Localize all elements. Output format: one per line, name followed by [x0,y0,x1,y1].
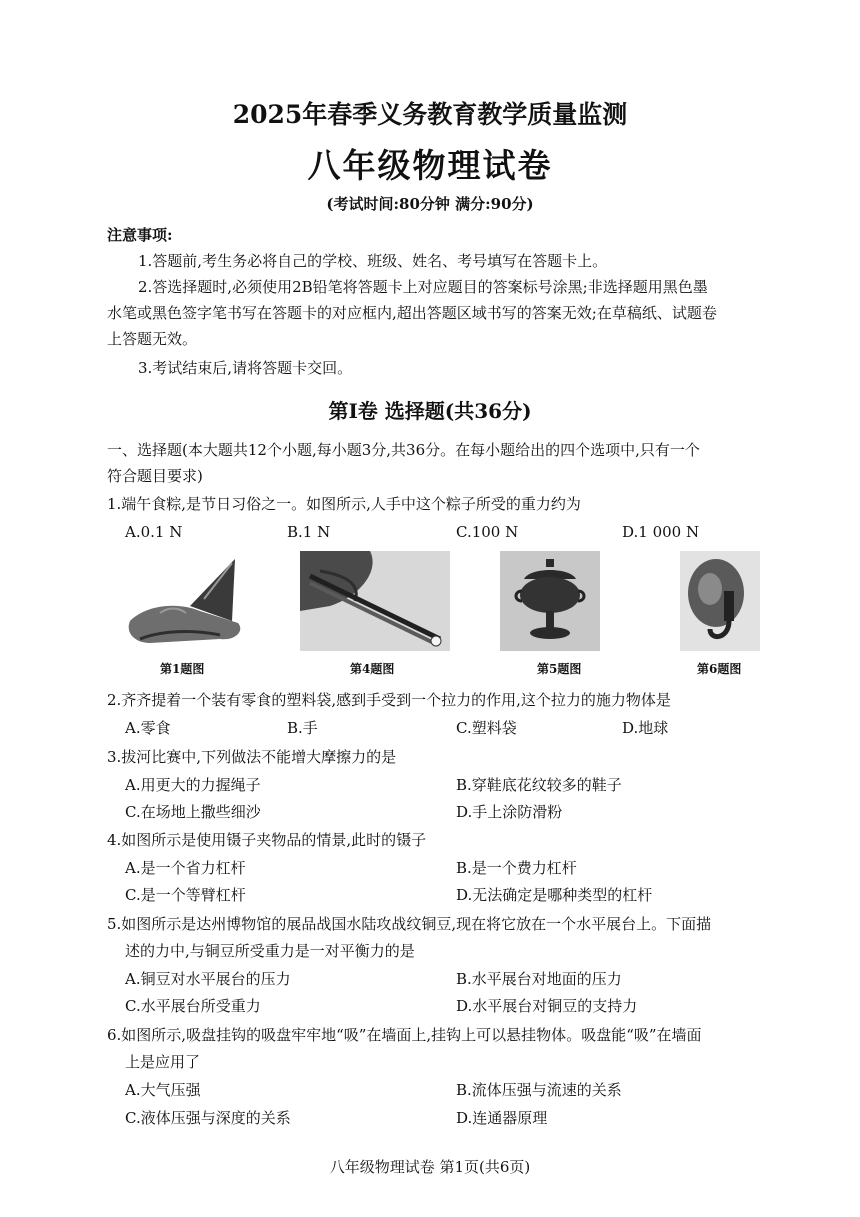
question-3-option-d: D.手上涂防滑粉 [456,803,563,821]
notice-item-2-line3: 上答题无效。 [107,330,198,348]
question-1-option-a: A.0.1 N [125,523,183,541]
question-1-option-d: D.1 000 N [622,523,700,541]
question-5-option-a: A.铜豆对水平展台的压力 [125,970,291,988]
question-2-option-b: B.手 [287,719,318,737]
question-6-option-a: A.大气压强 [125,1081,201,1099]
exam-subject-title: 八年级物理试卷 [307,146,553,185]
figure-1-caption: 第1题图 [160,662,205,676]
page-footer: 八年级物理试卷 第1页(共6页) [329,1158,531,1176]
figure-5-caption: 第5题图 [537,662,582,676]
question-6-option-d: D.连通器原理 [456,1109,548,1127]
figure-5-bronze-vessel [500,551,600,651]
question-3-option-b: B.穿鞋底花纹较多的鞋子 [456,776,622,794]
suction-hook-illustration [680,551,760,651]
question-3-option-a: A.用更大的力握绳子 [125,776,261,794]
figure-1-zongzi-in-hand [120,551,252,651]
question-5-option-c: C.水平展台所受重力 [125,997,261,1015]
figure-6-suction-hook [680,551,760,651]
question-2-option-c: C.塑料袋 [456,719,517,737]
question-1-stem: 1.端午食粽,是节日习俗之一。如图所示,人手中这个粽子所受的重力约为 [107,495,581,513]
question-1-option-c: C.100 N [456,523,519,541]
question-5-stem-line1: 5.如图所示是达州博物馆的展品战国水陆攻战纹铜豆,现在将它放在一个水平展台上。下面描 [107,915,712,933]
question-4-option-b: B.是一个费力杠杆 [456,859,577,877]
tweezers-illustration [300,551,450,651]
notice-item-2-line2: 水笔或黑色签字笔书写在答题卡的对应框内,超出答题区域书写的答案无效;在草稿纸、试题卷 [107,304,717,322]
question-1-option-b: B.1 N [287,523,331,541]
notice-item-3: 3.考试结束后,请将答题卡交回。 [138,359,353,377]
question-4-option-c: C.是一个等臂杠杆 [125,886,246,904]
question-6-stem-line1: 6.如图所示,吸盘挂钩的吸盘牢牢地“吸”在墙面上,挂钩上可以悬挂物体。吸盘能“吸”在墙面 [107,1026,702,1044]
question-6-option-b: B.流体压强与流速的关系 [456,1081,622,1099]
figure-6-caption: 第6题图 [697,662,742,676]
question-5-option-b: B.水平展台对地面的压力 [456,970,622,988]
figure-4-caption: 第4题图 [350,662,395,676]
question-5-stem-line2: 述的力中,与铜豆所受重力是一对平衡力的是 [125,942,415,960]
notice-item-2-line1: 2.答选择题时,必须使用2B铅笔将答题卡上对应题目的答案标号涂黑;非选择题用黑色墨 [138,278,708,296]
exam-header-title: 2025年春季义务教育教学质量监测 [232,100,628,129]
question-6-option-c: C.液体压强与深度的关系 [125,1109,291,1127]
figure-4-tweezers [300,551,450,651]
question-4-stem: 4.如图所示是使用镊子夹物品的情景,此时的镊子 [107,831,427,849]
exam-time-info: (考试时间:80分钟 满分:90分) [326,195,534,213]
notice-title: 注意事项: [107,226,173,244]
question-3-option-c: C.在场地上撒些细沙 [125,803,261,821]
section-title: 第Ⅰ卷 选择题(共36分) [328,399,532,423]
question-2-stem: 2.齐齐提着一个装有零食的塑料袋,感到手受到一个拉力的作用,这个拉力的施力物体是 [107,691,671,709]
question-2-option-d: D.地球 [622,719,669,737]
question-4-option-a: A.是一个省力杠杆 [125,859,246,877]
zongzi-hand-illustration [120,551,252,651]
question-3-stem: 3.拔河比赛中,下列做法不能增大摩擦力的是 [107,748,397,766]
notice-item-1: 1.答题前,考生务必将自己的学校、班级、姓名、考号填写在答题卡上。 [138,252,608,270]
question-2-option-a: A.零食 [125,719,171,737]
question-4-option-d: D.无法确定是哪种类型的杠杆 [456,886,653,904]
section-intro-line1: 一、选择题(本大题共12个小题,每小题3分,共36分。在每小题给出的四个选项中,只有一个 [107,441,700,459]
question-5-option-d: D.水平展台对铜豆的支持力 [456,997,638,1015]
bronze-dou-illustration [500,551,600,651]
question-6-stem-line2: 上是应用了 [125,1053,201,1071]
section-intro-line2: 符合题目要求) [107,467,203,485]
